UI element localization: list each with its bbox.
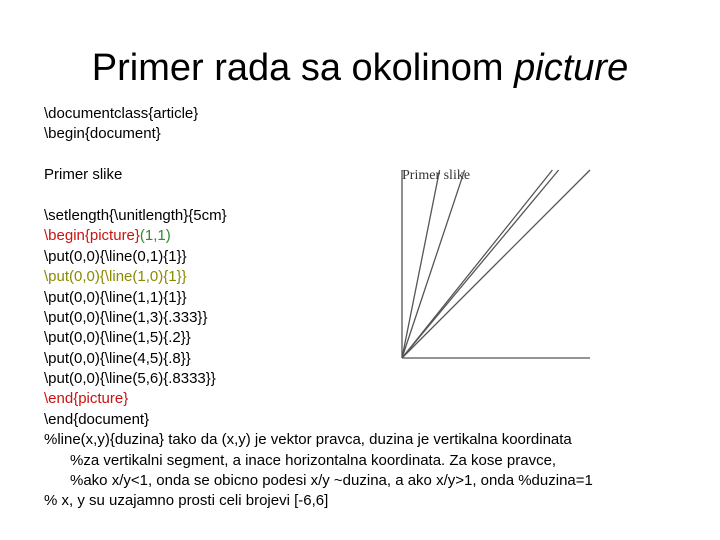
picture-output-figure bbox=[392, 160, 622, 365]
code-line: \put(0,0){\line(1,5){.2}} bbox=[44, 329, 191, 347]
code-line: \end{document} bbox=[44, 410, 150, 428]
figure-line-7 bbox=[402, 170, 559, 358]
comment-line: %za vertikalni segment, a inace horizontalna koordinata. Za kose pravce, bbox=[70, 451, 557, 469]
comment-line: %line(x,y){duzina} tako da (x,y) je vektor pravca, duzina je vertikalna koordinata bbox=[44, 431, 572, 449]
figure-label: Primer slike bbox=[402, 168, 471, 183]
figure-line-3 bbox=[402, 170, 590, 358]
comment-line: % x, y su uzajamno prosti celi brojevi [-6,6] bbox=[44, 492, 329, 510]
code-keyword: \begin{picture} bbox=[44, 227, 140, 245]
code-line: Primer slike bbox=[44, 166, 123, 184]
code-line: \setlength{\unitlength}{5cm} bbox=[44, 206, 227, 224]
figure-lines-canvas bbox=[392, 160, 622, 365]
slide-title-italic: picture bbox=[514, 47, 629, 89]
code-line: \put(0,0){\line(4,5){.8}} bbox=[44, 349, 191, 367]
code-line: \put(0,0){\line(1,3){.333}} bbox=[44, 308, 208, 326]
slide-title-main: Primer rada sa okolinom bbox=[91, 47, 504, 89]
code-argument: (1,1) bbox=[139, 227, 171, 245]
code-line-highlighted: \put(0,0){\line(1,0){1}} bbox=[44, 268, 187, 286]
figure-line-6 bbox=[402, 170, 552, 358]
code-line: \documentclass{article} bbox=[44, 105, 199, 122]
code-line: \put(0,0){\line(5,6){.8333}} bbox=[44, 370, 216, 388]
slide-title bbox=[0, 44, 720, 92]
code-line: \begin{document} bbox=[44, 125, 161, 143]
code-line: \put(0,0){\line(0,1){1}} bbox=[44, 247, 187, 265]
code-line: \put(0,0){\line(1,1){1}} bbox=[44, 288, 187, 306]
code-line-keyword: \end{picture} bbox=[44, 390, 129, 408]
comment-line: %ako x/y<1, onda se obicno podesi x/y ~duzina, a ako x/y>1, onda %duzina=1 bbox=[70, 472, 593, 490]
